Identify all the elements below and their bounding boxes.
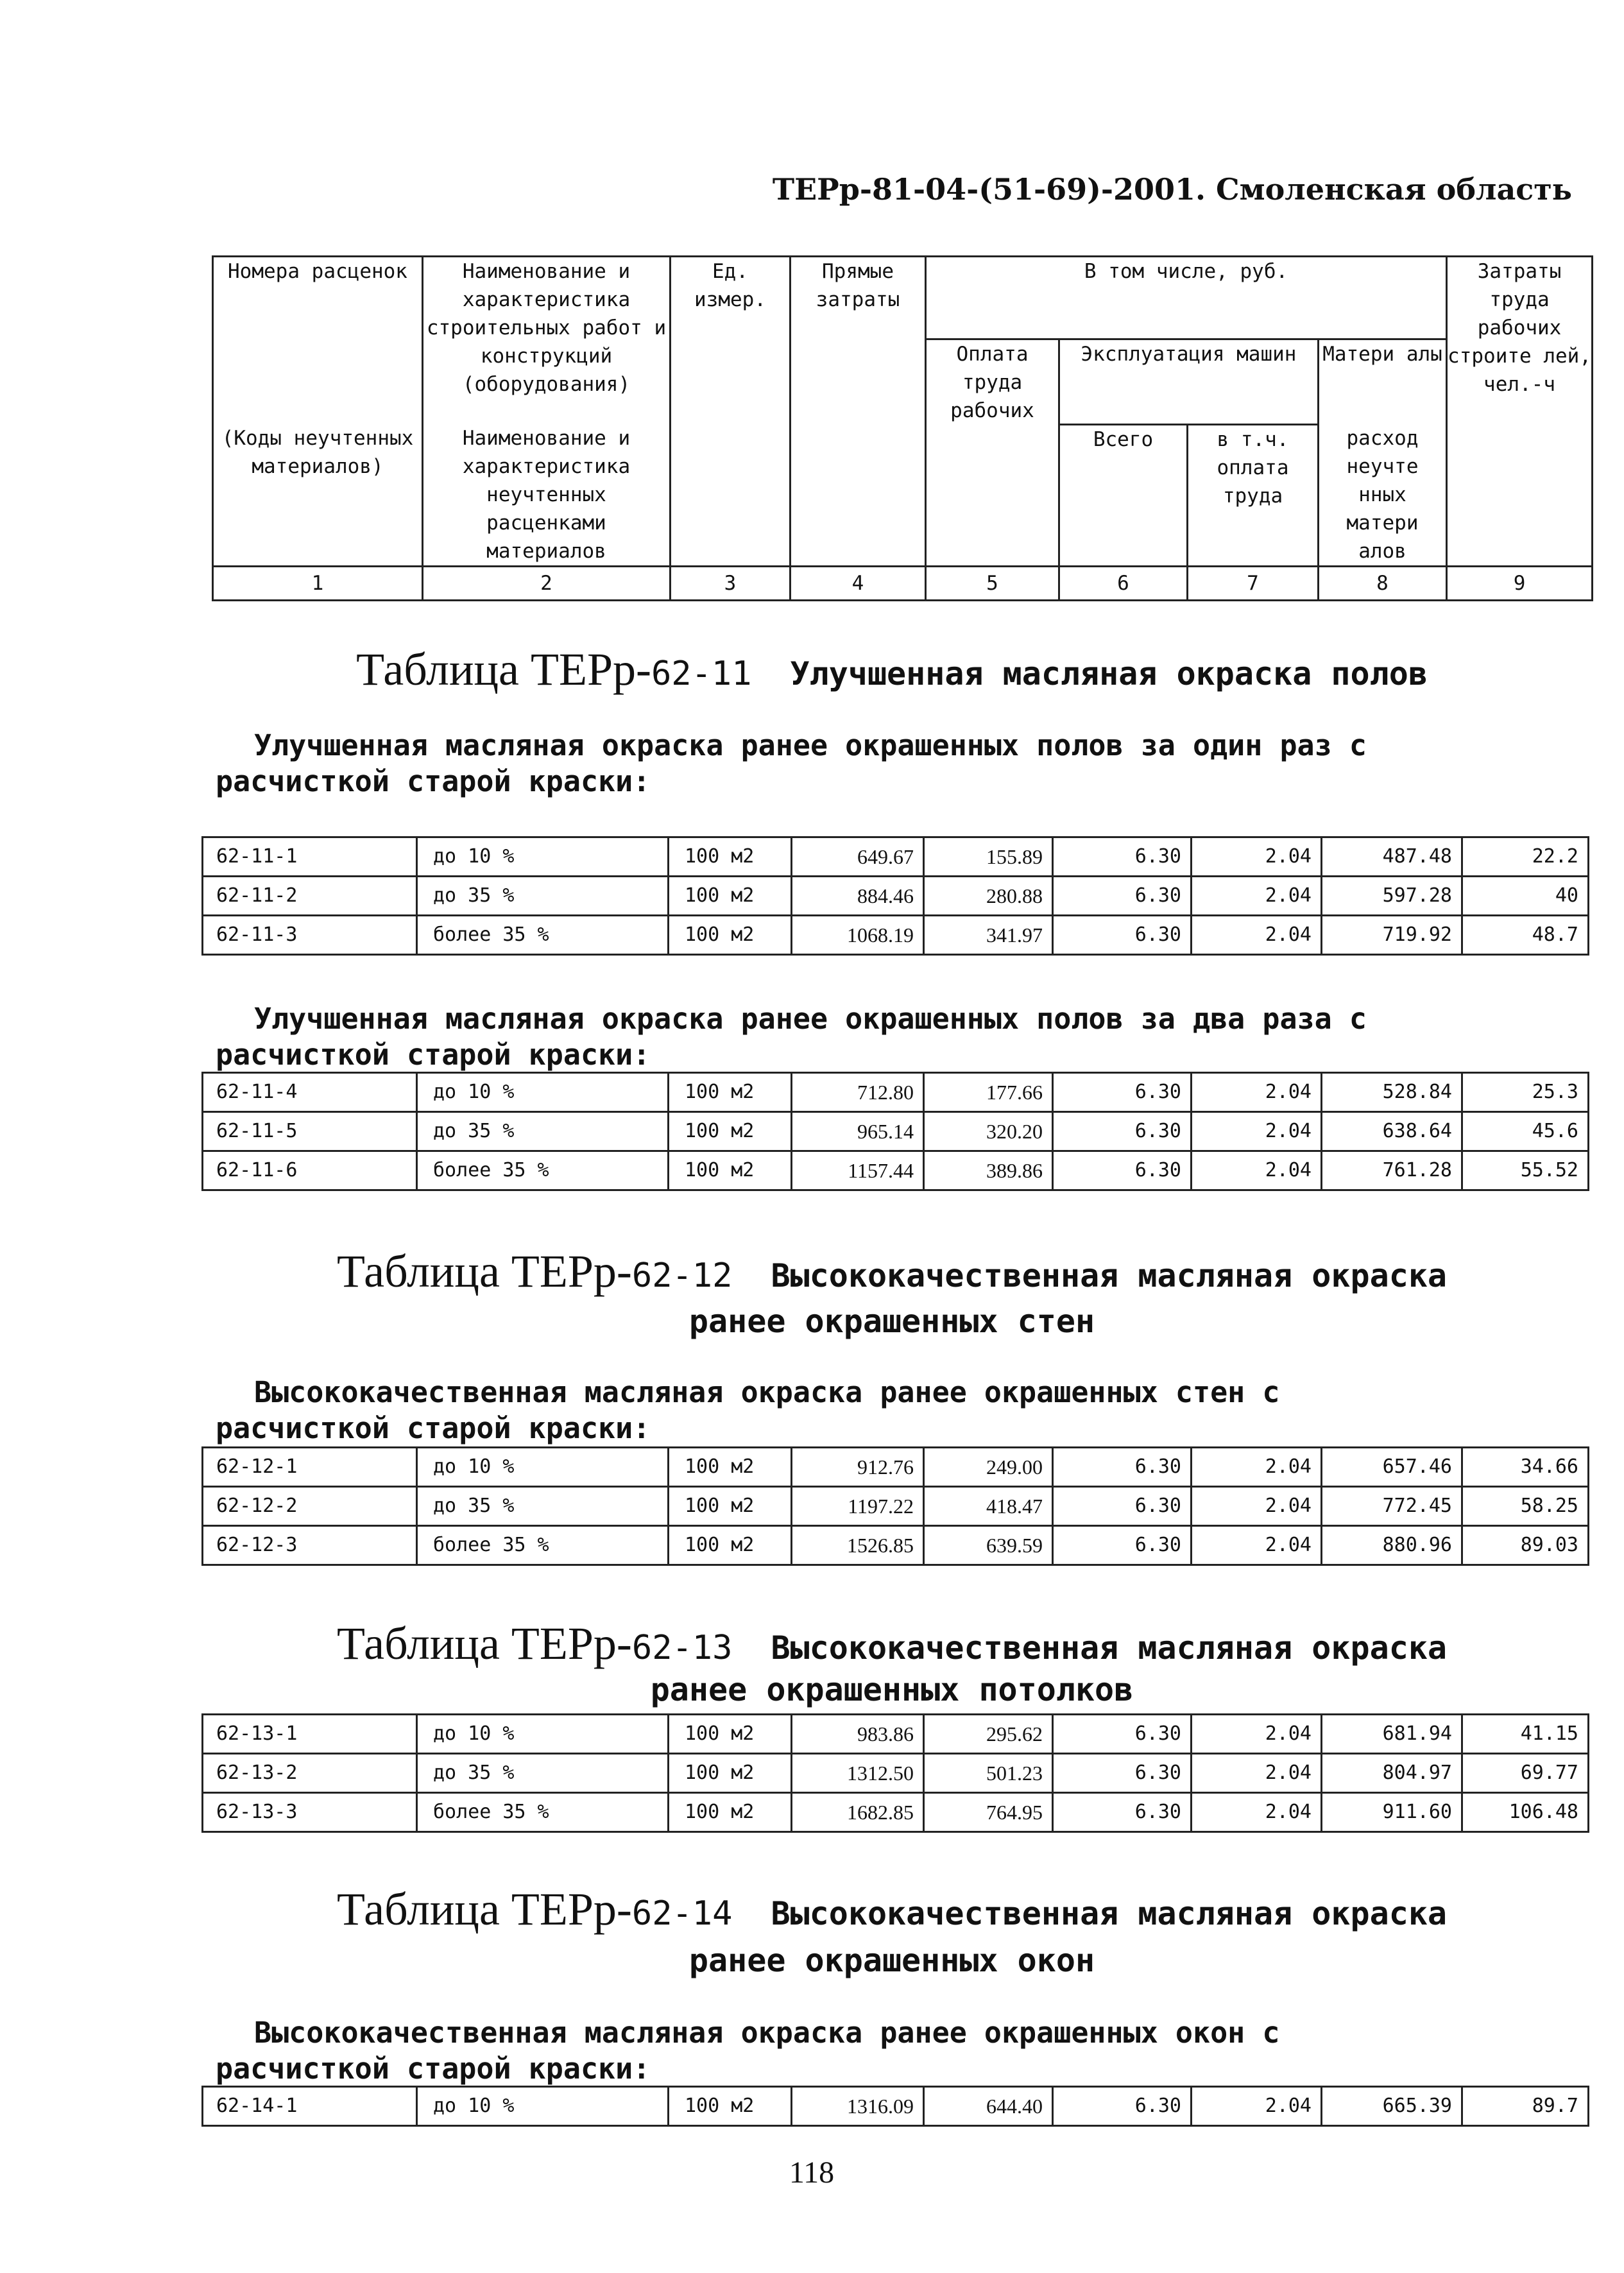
table-row bbox=[203, 1526, 1589, 1565]
materials-cell: 681.94 bbox=[1322, 1715, 1462, 1754]
col-number: 5 bbox=[926, 567, 1059, 601]
machine-wages-cell: 2.04 bbox=[1192, 916, 1322, 955]
machine-total-cell: 6.30 bbox=[1053, 916, 1192, 955]
materials-cell: 487.48 bbox=[1322, 837, 1462, 877]
table-row bbox=[203, 916, 1589, 955]
col-number: 8 bbox=[1319, 567, 1447, 601]
table-row bbox=[203, 1487, 1589, 1526]
unit-cell: 100 м2 bbox=[669, 1448, 792, 1487]
work-description-cell: более 35 % bbox=[417, 1151, 669, 1190]
labor-hours-cell: 25.3 bbox=[1462, 1073, 1589, 1112]
machine-wages-cell: 2.04 bbox=[1192, 837, 1322, 877]
section-name-line2: ранее окрашенных потолков bbox=[650, 1671, 1134, 1708]
unit-cell: 100 м2 bbox=[669, 2087, 792, 2126]
wages-cell: 764.95 bbox=[924, 1793, 1053, 1832]
wages-cell: 249.00 bbox=[924, 1448, 1053, 1487]
machine-total-cell: 6.30 bbox=[1053, 1112, 1192, 1151]
col-number: 3 bbox=[671, 567, 791, 601]
section-title bbox=[192, 1245, 1591, 1298]
wages-cell: 280.88 bbox=[924, 877, 1053, 916]
table-row bbox=[203, 1715, 1589, 1754]
rates-table bbox=[201, 1713, 1589, 1833]
section-code: 62-11 bbox=[651, 655, 752, 693]
labor-hours-cell: 45.6 bbox=[1462, 1112, 1589, 1151]
machine-wages-cell: 2.04 bbox=[1192, 1073, 1322, 1112]
machine-total-cell: 6.30 bbox=[1053, 1448, 1192, 1487]
group-subtitle: Улучшенная масляная окраска ранее окрашенных полов за один раз с расчисткой старой краски: bbox=[216, 728, 1367, 798]
machine-wages-cell: 2.04 bbox=[1192, 1754, 1322, 1793]
document-header: ТЕРр-81-04-(51-69)-2001. Смоленская область bbox=[772, 172, 1572, 207]
section-name: Улучшенная масляная окраска полов bbox=[790, 655, 1428, 692]
machine-wages-cell: 2.04 bbox=[1192, 1112, 1322, 1151]
machine-total-cell: 6.30 bbox=[1053, 1793, 1192, 1832]
machine-total-cell: 6.30 bbox=[1053, 1754, 1192, 1793]
work-description-cell: более 35 % bbox=[417, 1793, 669, 1832]
rate-code-cell: 62-13-3 bbox=[203, 1793, 417, 1832]
col-header-machine-operation: Эксплуатация машин bbox=[1059, 339, 1319, 425]
unit-cell: 100 м2 bbox=[669, 1073, 792, 1112]
materials-cell: 772.45 bbox=[1322, 1487, 1462, 1526]
wages-cell: 639.59 bbox=[924, 1526, 1053, 1565]
materials-cell: 761.28 bbox=[1322, 1151, 1462, 1190]
page-number: 118 bbox=[789, 2156, 835, 2190]
table-row bbox=[203, 877, 1589, 916]
work-description-cell: до 10 % bbox=[417, 837, 669, 877]
wages-cell: 295.62 bbox=[924, 1715, 1053, 1754]
materials-cell: 597.28 bbox=[1322, 877, 1462, 916]
materials-cell: 528.84 bbox=[1322, 1073, 1462, 1112]
wages-cell: 501.23 bbox=[924, 1754, 1053, 1793]
machine-wages-cell: 2.04 bbox=[1192, 2087, 1322, 2126]
labor-hours-cell: 34.66 bbox=[1462, 1448, 1589, 1487]
machine-wages-cell: 2.04 bbox=[1192, 1448, 1322, 1487]
section-name-line2: ранее окрашенных окон bbox=[688, 1942, 1095, 1979]
materials-cell: 657.46 bbox=[1322, 1448, 1462, 1487]
table-row bbox=[203, 2087, 1589, 2126]
rate-code-cell: 62-11-3 bbox=[203, 916, 417, 955]
col-number: 2 bbox=[423, 567, 671, 601]
section-name: Высококачественная масляная окраска bbox=[771, 1629, 1448, 1667]
unit-cell: 100 м2 bbox=[669, 1715, 792, 1754]
section-name-line2: ранее окрашенных стен bbox=[688, 1303, 1095, 1340]
col-header-material-codes: (Коды неучтенных материалов) bbox=[213, 424, 423, 567]
work-description-cell: до 10 % bbox=[417, 2087, 669, 2126]
col-header-material-names: Наименование и характеристика неучтенных расценками материалов bbox=[423, 424, 671, 567]
direct-costs-cell: 1068.19 bbox=[792, 916, 924, 955]
labor-hours-cell: 40 bbox=[1462, 877, 1589, 916]
wages-cell: 341.97 bbox=[924, 916, 1053, 955]
work-description-cell: до 10 % bbox=[417, 1073, 669, 1112]
direct-costs-cell: 1682.85 bbox=[792, 1793, 924, 1832]
col-header-direct-costs: Прямые затраты bbox=[791, 257, 926, 567]
work-description-cell: до 35 % bbox=[417, 1754, 669, 1793]
group-subtitle: Высококачественная масляная окраска ранее окрашенных окон с расчисткой старой краски: bbox=[216, 2016, 1280, 2086]
direct-costs-cell: 649.67 bbox=[792, 837, 924, 877]
rate-code-cell: 62-14-1 bbox=[203, 2087, 417, 2126]
table-row bbox=[203, 1073, 1589, 1112]
section-label: Таблица ТЕРр- bbox=[336, 1618, 632, 1669]
direct-costs-cell: 912.76 bbox=[792, 1448, 924, 1487]
table-row bbox=[203, 1793, 1589, 1832]
machine-total-cell: 6.30 bbox=[1053, 1715, 1192, 1754]
machine-total-cell: 6.30 bbox=[1053, 837, 1192, 877]
machine-wages-cell: 2.04 bbox=[1192, 1793, 1322, 1832]
machine-wages-cell: 2.04 bbox=[1192, 1526, 1322, 1565]
rate-code-cell: 62-12-2 bbox=[203, 1487, 417, 1526]
col-header-machine-wages: в т.ч. оплата труда bbox=[1188, 424, 1319, 567]
wages-cell: 320.20 bbox=[924, 1112, 1053, 1151]
wages-cell: 155.89 bbox=[924, 837, 1053, 877]
work-description-cell: более 35 % bbox=[417, 916, 669, 955]
section-code: 62-13 bbox=[631, 1629, 733, 1667]
rates-table bbox=[201, 1072, 1589, 1191]
labor-hours-cell: 89.7 bbox=[1462, 2087, 1589, 2126]
col-header-unit: Ед. измер. bbox=[671, 257, 791, 567]
section-title bbox=[192, 1617, 1591, 1670]
machine-wages-cell: 2.04 bbox=[1192, 1715, 1322, 1754]
labor-hours-cell: 69.77 bbox=[1462, 1754, 1589, 1793]
machine-total-cell: 6.30 bbox=[1053, 1073, 1192, 1112]
unit-cell: 100 м2 bbox=[669, 1793, 792, 1832]
table-row bbox=[203, 837, 1589, 877]
direct-costs-cell: 884.46 bbox=[792, 877, 924, 916]
section-label: Таблица ТЕРр- bbox=[356, 644, 651, 695]
rates-table bbox=[201, 2086, 1589, 2127]
col-header-labor-hours: Затраты труда рабочих строите лей, чел.-ч bbox=[1447, 257, 1593, 567]
col-header-machine-total: Всего bbox=[1059, 424, 1188, 567]
materials-cell: 719.92 bbox=[1322, 916, 1462, 955]
materials-cell: 638.64 bbox=[1322, 1112, 1462, 1151]
unit-cell: 100 м2 bbox=[669, 1487, 792, 1526]
direct-costs-cell: 965.14 bbox=[792, 1112, 924, 1151]
table-row bbox=[203, 1754, 1589, 1793]
table-row bbox=[203, 1448, 1589, 1487]
rate-code-cell: 62-12-1 bbox=[203, 1448, 417, 1487]
work-description-cell: до 10 % bbox=[417, 1715, 669, 1754]
rate-code-cell: 62-11-5 bbox=[203, 1112, 417, 1151]
unit-cell: 100 м2 bbox=[669, 877, 792, 916]
col-number: 6 bbox=[1059, 567, 1188, 601]
rates-table bbox=[201, 836, 1589, 956]
unit-cell: 100 м2 bbox=[669, 1526, 792, 1565]
machine-wages-cell: 2.04 bbox=[1192, 1487, 1322, 1526]
work-description-cell: до 35 % bbox=[417, 1487, 669, 1526]
rates-table bbox=[201, 1446, 1589, 1566]
col-header-including-group: В том числе, руб. bbox=[926, 257, 1447, 339]
machine-total-cell: 6.30 bbox=[1053, 1526, 1192, 1565]
machine-total-cell: 6.30 bbox=[1053, 1151, 1192, 1190]
machine-total-cell: 6.30 bbox=[1053, 2087, 1192, 2126]
group-subtitle: Улучшенная масляная окраска ранее окрашенных полов за два раза с расчисткой старой краски: bbox=[216, 1002, 1367, 1072]
col-header-rate-numbers: Номера расценок bbox=[213, 257, 423, 425]
labor-hours-cell: 55.52 bbox=[1462, 1151, 1589, 1190]
wages-cell: 644.40 bbox=[924, 2087, 1053, 2126]
direct-costs-cell: 1316.09 bbox=[792, 2087, 924, 2126]
section-label: Таблица ТЕРр- bbox=[336, 1883, 632, 1935]
table-row bbox=[203, 1112, 1589, 1151]
unit-cell: 100 м2 bbox=[669, 1112, 792, 1151]
wages-cell: 177.66 bbox=[924, 1073, 1053, 1112]
section-title bbox=[192, 1883, 1591, 1936]
work-description-cell: до 10 % bbox=[417, 1448, 669, 1487]
rate-code-cell: 62-11-4 bbox=[203, 1073, 417, 1112]
machine-wages-cell: 2.04 bbox=[1192, 877, 1322, 916]
direct-costs-cell: 1157.44 bbox=[792, 1151, 924, 1190]
materials-cell: 665.39 bbox=[1322, 2087, 1462, 2126]
section-code: 62-14 bbox=[631, 1894, 733, 1933]
machine-total-cell: 6.30 bbox=[1053, 877, 1192, 916]
materials-cell: 880.96 bbox=[1322, 1526, 1462, 1565]
unit-cell: 100 м2 bbox=[669, 916, 792, 955]
section-name: Высококачественная масляная окраска bbox=[771, 1257, 1448, 1294]
direct-costs-cell: 983.86 bbox=[792, 1715, 924, 1754]
col-number: 4 bbox=[791, 567, 926, 601]
wages-cell: 389.86 bbox=[924, 1151, 1053, 1190]
direct-costs-cell: 1526.85 bbox=[792, 1526, 924, 1565]
rate-code-cell: 62-11-1 bbox=[203, 837, 417, 877]
labor-hours-cell: 22.2 bbox=[1462, 837, 1589, 877]
rate-code-cell: 62-13-1 bbox=[203, 1715, 417, 1754]
col-header-materials: Матери алы bbox=[1319, 339, 1447, 425]
group-subtitle: Высококачественная масляная окраска ранее окрашенных стен с расчисткой старой краски: bbox=[216, 1375, 1280, 1445]
col-number: 1 bbox=[213, 567, 423, 601]
direct-costs-cell: 712.80 bbox=[792, 1073, 924, 1112]
rate-code-cell: 62-12-3 bbox=[203, 1526, 417, 1565]
labor-hours-cell: 89.03 bbox=[1462, 1526, 1589, 1565]
wages-cell: 418.47 bbox=[924, 1487, 1053, 1526]
labor-hours-cell: 41.15 bbox=[1462, 1715, 1589, 1754]
unit-cell: 100 м2 bbox=[669, 837, 792, 877]
work-description-cell: более 35 % bbox=[417, 1526, 669, 1565]
materials-cell: 911.60 bbox=[1322, 1793, 1462, 1832]
machine-total-cell: 6.30 bbox=[1053, 1487, 1192, 1526]
section-name: Высококачественная масляная окраска bbox=[771, 1895, 1448, 1932]
direct-costs-cell: 1197.22 bbox=[792, 1487, 924, 1526]
section-title bbox=[192, 643, 1591, 696]
col-number: 7 bbox=[1188, 567, 1319, 601]
direct-costs-cell: 1312.50 bbox=[792, 1754, 924, 1793]
col-header-work-name: Наименование и характеристика строительных работ и конструкций (оборудования) bbox=[423, 257, 671, 425]
col-header-wages: Оплата труда рабочих bbox=[926, 339, 1059, 567]
work-description-cell: до 35 % bbox=[417, 877, 669, 916]
work-description-cell: до 35 % bbox=[417, 1112, 669, 1151]
materials-cell: 804.97 bbox=[1322, 1754, 1462, 1793]
col-header-unaccounted-materials: расход неучте нных матери алов bbox=[1319, 424, 1447, 567]
column-header-table bbox=[212, 255, 1593, 601]
col-number: 9 bbox=[1447, 567, 1593, 601]
section-label: Таблица ТЕРр- bbox=[336, 1246, 632, 1297]
labor-hours-cell: 106.48 bbox=[1462, 1793, 1589, 1832]
rate-code-cell: 62-11-2 bbox=[203, 877, 417, 916]
labor-hours-cell: 58.25 bbox=[1462, 1487, 1589, 1526]
labor-hours-cell: 48.7 bbox=[1462, 916, 1589, 955]
unit-cell: 100 м2 bbox=[669, 1151, 792, 1190]
rate-code-cell: 62-13-2 bbox=[203, 1754, 417, 1793]
rate-code-cell: 62-11-6 bbox=[203, 1151, 417, 1190]
table-row bbox=[203, 1151, 1589, 1190]
section-code: 62-12 bbox=[631, 1257, 733, 1295]
machine-wages-cell: 2.04 bbox=[1192, 1151, 1322, 1190]
unit-cell: 100 м2 bbox=[669, 1754, 792, 1793]
